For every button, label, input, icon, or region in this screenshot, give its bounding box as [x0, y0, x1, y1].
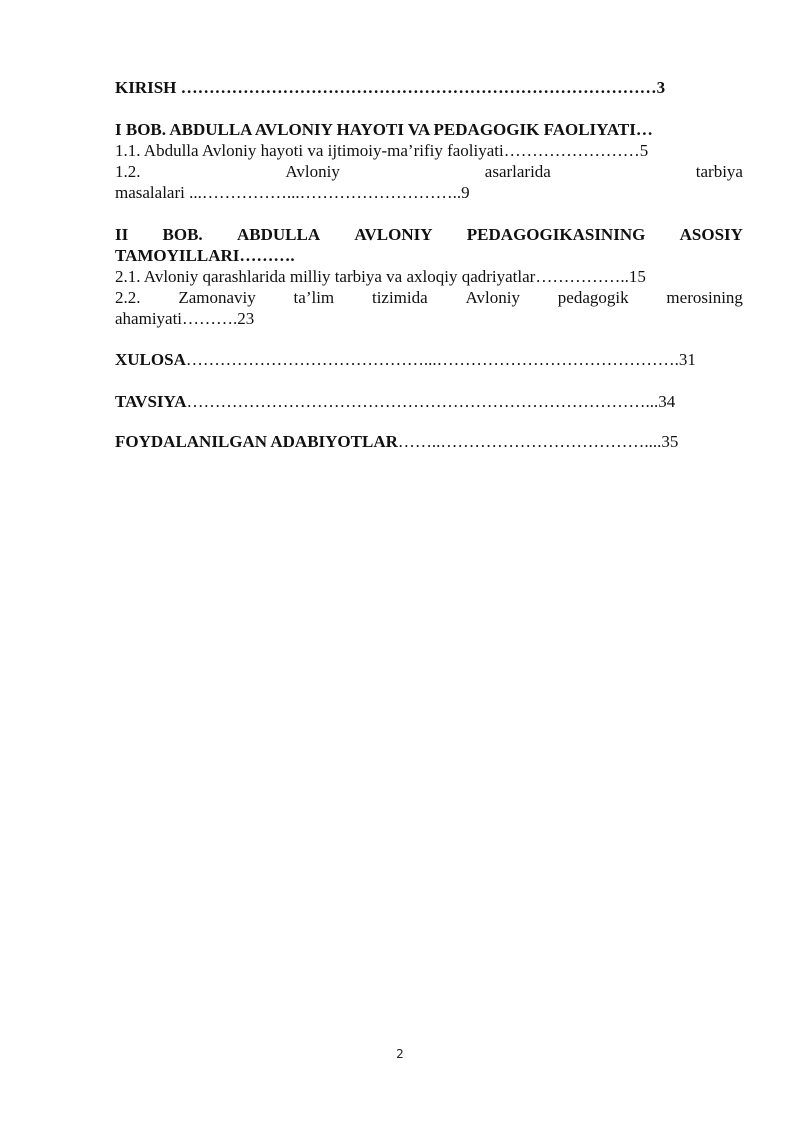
- toc-chapter-2-title-line2: TAMOYILLARI……….: [115, 246, 295, 265]
- toc-word: BOB.: [162, 225, 203, 244]
- toc-tavsiya-label: TAVSIYA: [115, 392, 187, 411]
- toc-entry-2-1: [115, 267, 743, 287]
- toc-word: tizimida: [371, 288, 428, 307]
- toc-entry-1-1: [115, 141, 743, 161]
- toc-xulosa-leader: ……………………………………...…………………………………….31: [185, 350, 696, 369]
- toc-entry-kirish: KIRISH …………………………………………………………………………3: [115, 78, 666, 97]
- toc-word: Avloniy: [285, 162, 340, 181]
- toc-entry-1-1-text: 1.1. Abdulla Avloniy hayoti va ijtimoiy-ma’rifiy faoliyati……………………5: [115, 141, 649, 160]
- toc-word: Avloniy: [465, 288, 520, 307]
- toc-word: merosining: [666, 288, 743, 307]
- toc-word: asarlarida: [484, 162, 551, 181]
- toc-chapter-1-text: I BOB. ABDULLA AVLONIY HAYOTI VA PEDAGOGIK FAOLIYATI…: [115, 120, 653, 139]
- toc-entry-xulosa: [115, 350, 743, 370]
- toc-word: 1.2.: [115, 162, 141, 181]
- toc-entry-tavsiya: [115, 392, 743, 412]
- toc-entry-2-2-line2: ahamiyati……….23: [115, 309, 255, 328]
- toc-entry-2-2-line1: [115, 288, 743, 308]
- toc-chapter-1-title: [115, 120, 743, 140]
- toc-entry-1-2-line2: masalalari ...……………...………………………..9: [115, 183, 470, 202]
- toc-adabiyotlar-leader: ……..………………………………....35: [397, 432, 679, 451]
- toc-entry-2-1-text: 2.1. Avloniy qarashlarida milliy tarbiya va axloqiy qadriyatlar……………..15: [115, 267, 646, 286]
- toc-chapter-2-title-line1: [115, 225, 743, 245]
- toc-word: ASOSIY: [679, 225, 743, 244]
- toc-word: ABDULLA: [236, 225, 321, 244]
- toc-xulosa-label: XULOSA: [115, 350, 186, 369]
- toc-word: Zamonaviy: [178, 288, 256, 307]
- toc-word: pedagogik: [557, 288, 629, 307]
- toc-entry-adabiyotlar: [115, 432, 743, 452]
- toc-word: tarbiya: [695, 162, 743, 181]
- toc-adabiyotlar-label: FOYDALANILGAN ADABIYOTLAR: [115, 432, 398, 451]
- toc-word: AVLONIY: [354, 225, 433, 244]
- toc-word: 2.2.: [115, 288, 141, 307]
- toc-word: ta’lim: [293, 288, 335, 307]
- toc-entry-1-2-line1: [115, 162, 743, 182]
- toc-word: PEDAGOGIKASINING: [466, 225, 646, 244]
- toc-word: II: [115, 225, 129, 244]
- page-number: 2: [396, 1047, 404, 1061]
- toc-tavsiya-leader: ………………………………………………………………………...34: [186, 392, 676, 411]
